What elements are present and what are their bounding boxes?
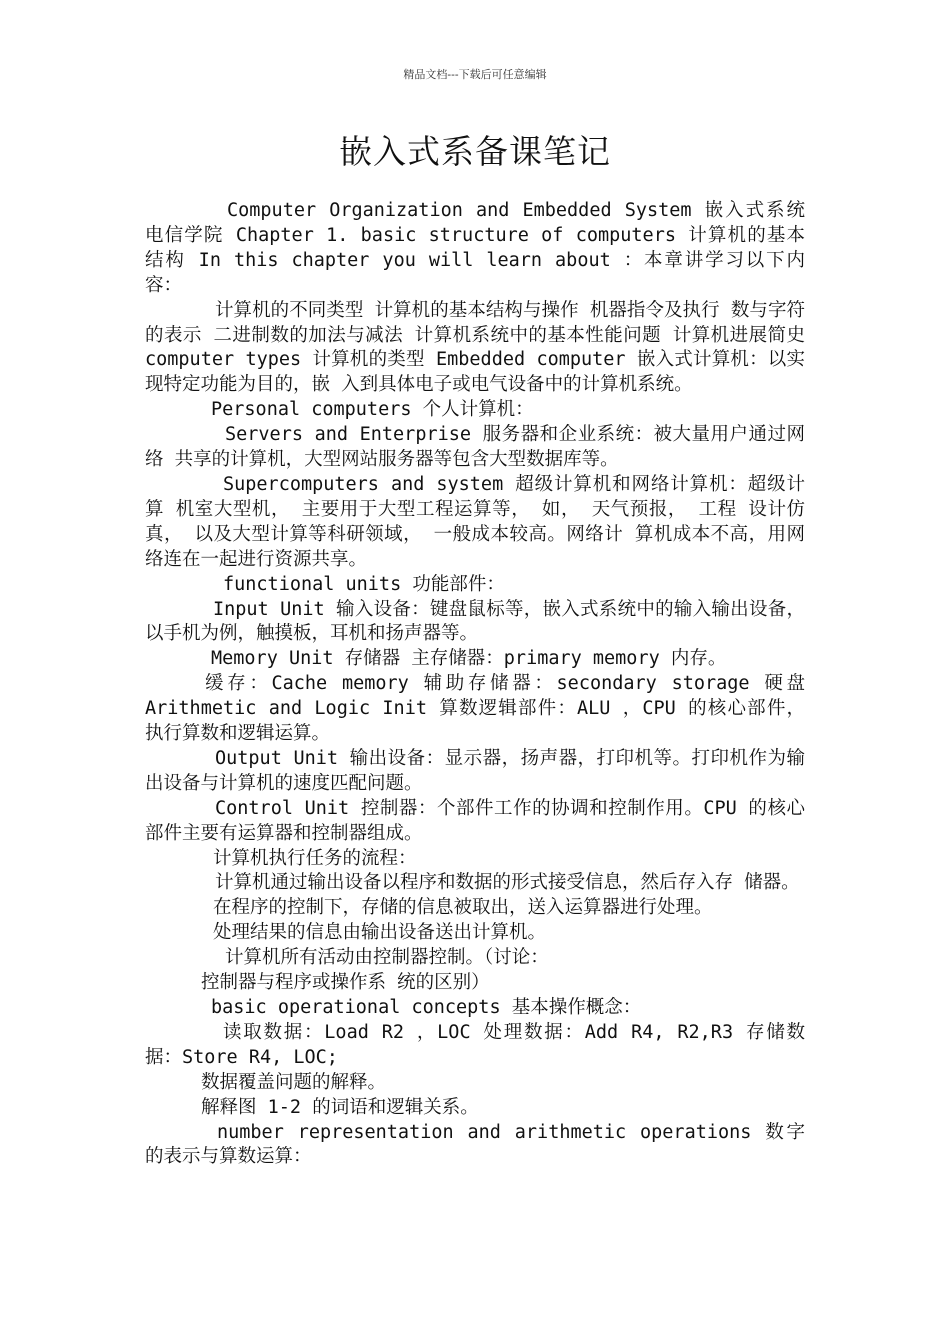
paragraph: 处理结果的信息由输出设备送出计算机。: [213, 922, 547, 944]
paragraph: 计算机所有活动由控制器控制。（讨论：: [225, 947, 549, 969]
paragraph: Personal computers 个人计算机：: [211, 399, 534, 421]
paragraph: basic operational concepts 基本操作概念：: [211, 997, 642, 1018]
paragraph: Output Unit 输出设备：显示器，扬声器，打印机等。打印机作为输 出设备与计算机的速度匹配问题。: [145, 747, 805, 794]
paragraph: 数据覆盖问题的解释。: [201, 1071, 387, 1093]
paragraph: Supercomputers and system 超级计算机和网络计算机：超级计算 机室大型机， 主要用于大型工程运算等， 如， 天气预报， 工程 设计仿真， 以及大型计算等科研领域， 一般成本较高。网络计 算机成本不高，用网络连在一起进行资源共享。: [145, 473, 805, 570]
paragraph: Servers and Enterprise 服务器和企业系统：被大量用户通过网络 共享的计算机，大型网站服务器等包含大型数据库等。: [145, 424, 805, 471]
paragraph: functional units 功能部件：: [223, 573, 505, 595]
paragraph: 缓存：Cache memory 辅助存储器：secondary storage 硬盘 Arithmetic and Logic Init 算数逻辑部件：ALU ，CPU 的核心部件， 执行算数和逻辑运算。: [145, 673, 805, 745]
paragraph: 计算机执行任务的流程：: [213, 847, 417, 869]
paragraph: 读取数据：Load R2 ，LOC 处理数据：Add R4, R2,R3 存储数据：Store R4, LOC;: [145, 1021, 805, 1068]
paragraph: Control Unit 控制器：个部件工作的协调和控制作用。CPU 的核心 部件主要有运算器和控制器组成。: [145, 797, 805, 844]
paragraph: 控制器与程序或操作系 统的区别）: [201, 972, 490, 994]
paragraph: 计算机的不同类型 计算机的基本结构与操作 机器指令及执行 数与字符的表示 二进制数的加法与减法 计算机系统中的基本性能问题 计算机进展简史 computer types 计算机的类型 Embedded computer 嵌入式计算机：以实现特定功能为目的，嵌 入到具体电子或电气设备中的计算机系统。: [145, 299, 805, 396]
paragraph: 计算机通过输出设备以程序和数据的形式接受信息，然后存入存 储器。: [215, 872, 800, 894]
paragraph: Input Unit 输入设备：键盘鼠标等，嵌入式系统中的输入输出设备， 以手机为例，触摸板，耳机和扬声器等。: [145, 598, 805, 645]
paragraph: Memory Unit 存储器 主存储器：primary memory 内存。: [211, 648, 727, 670]
paragraph: Computer Organization and Embedded System 嵌入式系统电信学院 Chapter 1. basic structure of computers 计算机的基本结构 In this chapter you will learn about ：本章讲学习以下内容：: [145, 200, 805, 296]
page-header: 精品文档---下载后可任意编辑: [403, 68, 547, 81]
paragraph: 解释图 1-2 的词语和逻辑关系。: [201, 1096, 479, 1118]
document-title: 嵌入式系备课笔记: [339, 132, 611, 171]
paragraph: number representation and arithmetic operations 数字的表示与算数运算：: [145, 1121, 805, 1168]
paragraph: 在程序的控制下，存储的信息被取出，送入运算器进行处理。: [213, 897, 713, 919]
document-body: [145, 199, 805, 1170]
